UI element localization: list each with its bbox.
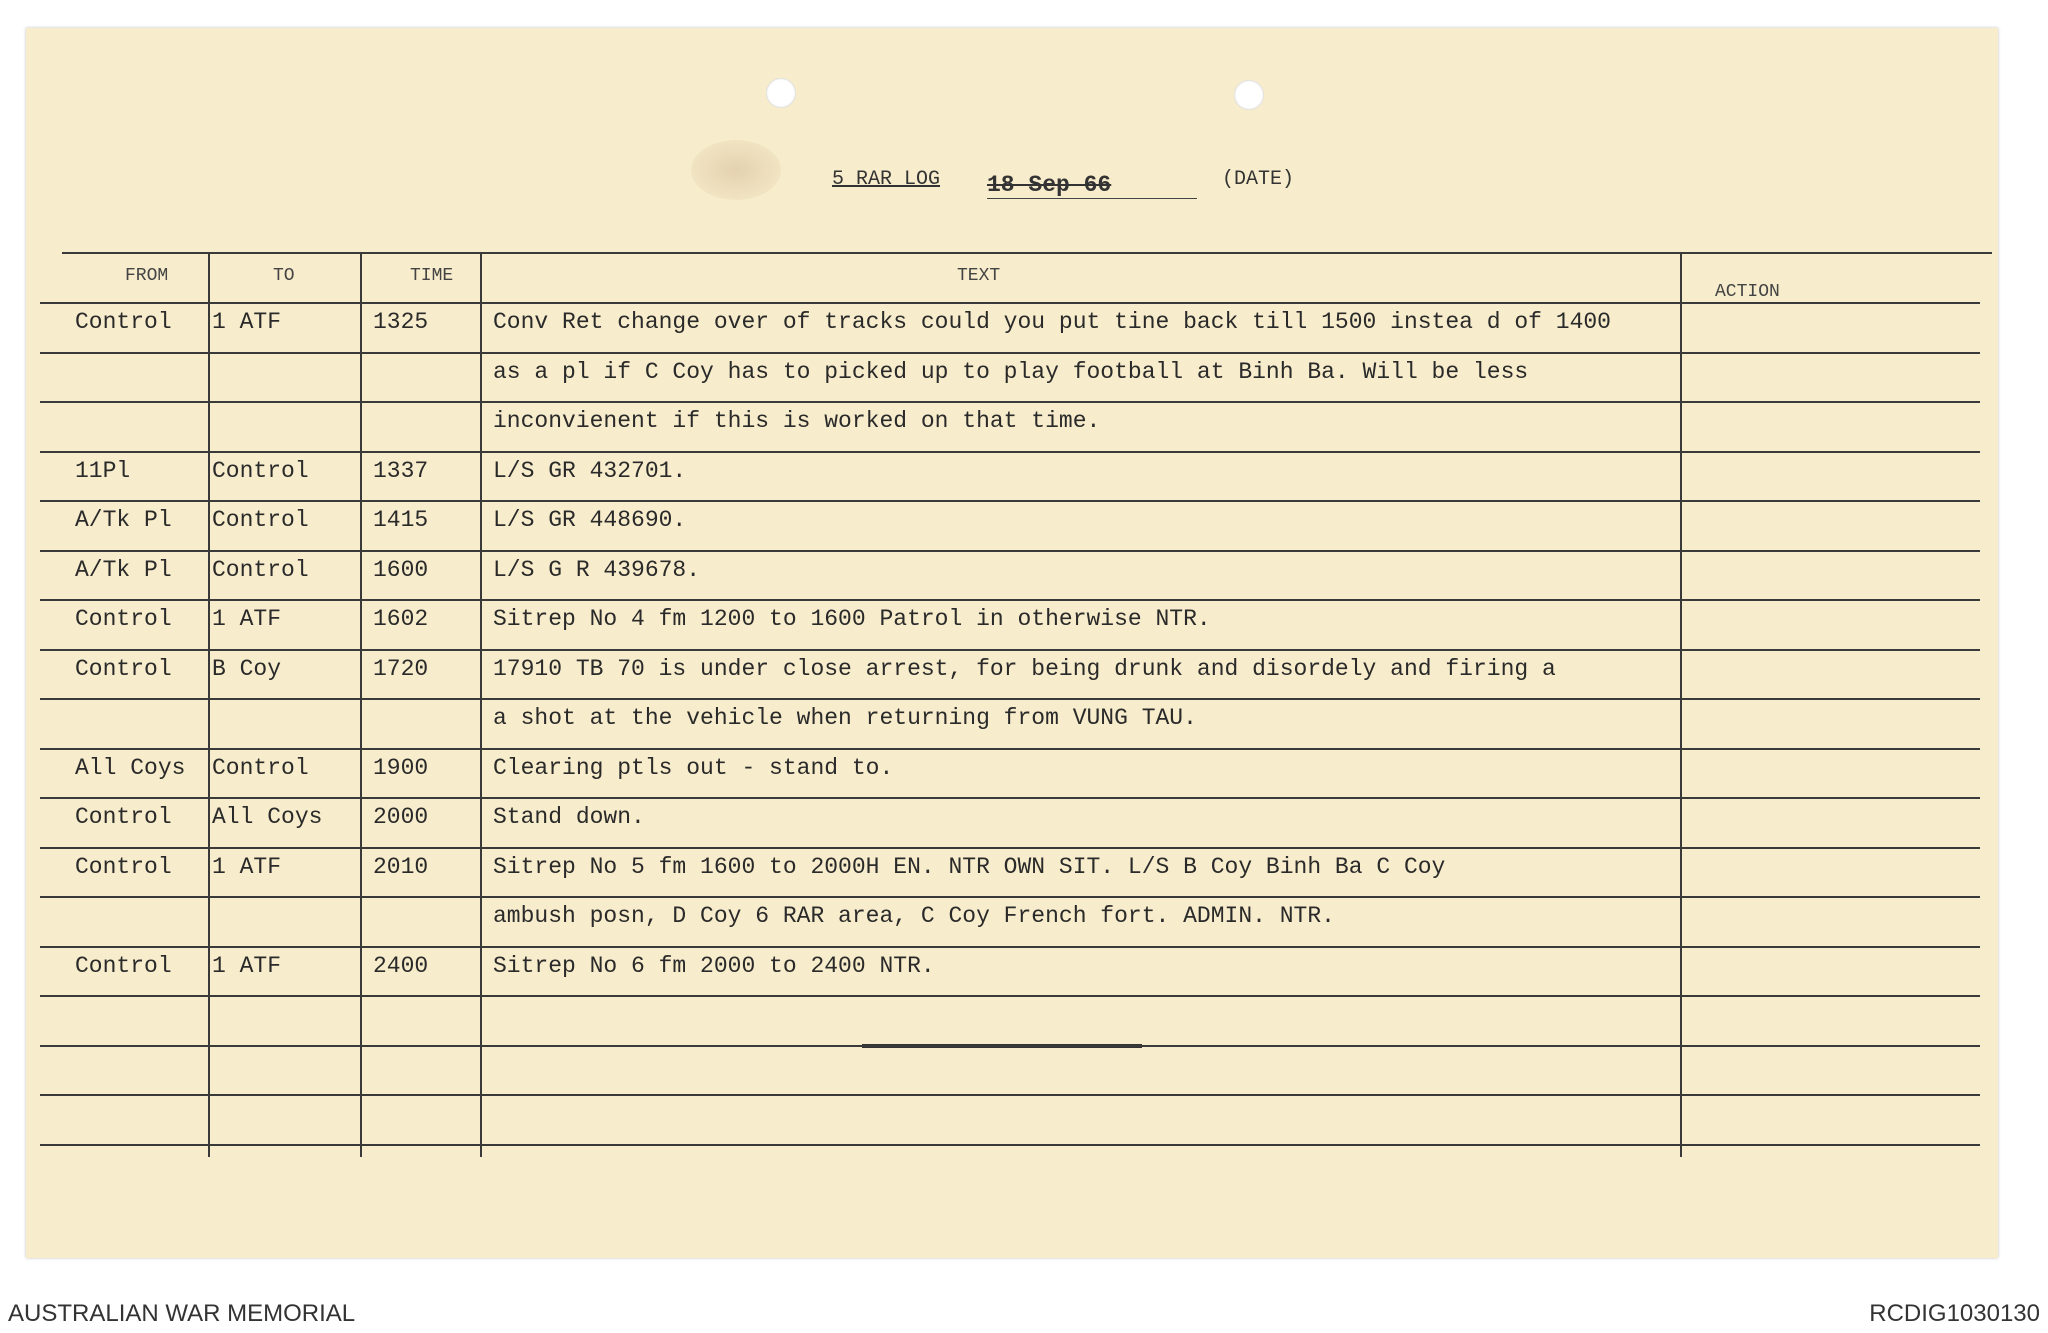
log-time-cell: 1337	[373, 457, 429, 484]
table-rule	[40, 698, 1980, 700]
table-rule	[40, 1094, 1980, 1096]
log-to-cell: 1 ATF	[212, 309, 282, 335]
log-text-cell: L/S GR 432701.	[493, 457, 687, 484]
log-from-cell: A/Tk Pl	[75, 507, 172, 533]
log-to-cell: 1 ATF	[212, 606, 282, 632]
punch-hole-left	[766, 78, 796, 108]
log-to-cell: Control	[212, 754, 309, 781]
table-rule	[40, 401, 1980, 403]
log-to-cell: All Coys	[212, 804, 323, 830]
table-rule	[40, 1144, 1980, 1146]
log-text-cell: Sitrep No 5 fm 1600 to 2000H EN. NTR OWN SIT. L/S B Coy Binh Ba C Coy	[493, 853, 1446, 880]
log-to-cell: Control	[212, 507, 309, 533]
col-head-from: FROM	[125, 266, 169, 286]
log-unit: 5 RAR LOG	[832, 168, 941, 191]
log-text-cell: L/S G R 439678.	[493, 556, 701, 583]
table-rule	[40, 451, 1980, 453]
table-rule	[40, 946, 1980, 948]
table-rule	[40, 1045, 1980, 1047]
table-rule	[40, 599, 1980, 601]
table-rule	[40, 352, 1980, 354]
log-text-cell: L/S GR 448690.	[493, 507, 687, 533]
col-head-time: TIME	[410, 266, 454, 286]
log-time-cell: 1602	[373, 606, 429, 632]
log-to-cell: 1 ATF	[212, 952, 282, 979]
column-divider	[1680, 252, 1682, 1157]
table-rule	[40, 500, 1980, 502]
column-divider	[360, 252, 362, 1157]
log-table	[40, 252, 1992, 1157]
column-divider	[480, 252, 482, 1157]
table-rule	[40, 649, 1980, 651]
log-from-cell: Control	[75, 606, 172, 632]
table-rule	[40, 748, 1980, 750]
table-rule	[40, 302, 1980, 304]
column-divider	[208, 252, 210, 1157]
log-to-cell: Control	[212, 457, 309, 484]
log-from-cell: Control	[75, 853, 172, 880]
log-text-cell: Stand down.	[493, 804, 645, 830]
log-text-cell: ambush posn, D Coy 6 RAR area, C Coy French fort. ADMIN. NTR.	[493, 903, 1335, 929]
log-to-cell: Control	[212, 556, 309, 583]
log-to-cell: B Coy	[212, 655, 282, 682]
log-from-cell: 11Pl	[75, 457, 131, 484]
log-text-cell: inconvienent if this is worked on that time.	[493, 408, 1101, 434]
log-time-cell: 1900	[373, 754, 429, 781]
footer-archive-name: AUSTRALIAN WAR MEMORIAL	[8, 1300, 356, 1327]
table-rule	[40, 797, 1980, 799]
col-head-to: TO	[273, 266, 295, 286]
log-text-cell: Clearing ptls out - stand to.	[493, 754, 894, 781]
log-text-cell: a shot at the vehicle when returning from VUNG TAU.	[493, 705, 1197, 731]
col-head-text: TEXT	[957, 266, 1001, 286]
table-rule	[40, 550, 1980, 552]
log-time-cell: 1325	[373, 309, 429, 335]
log-from-cell: Control	[75, 309, 172, 335]
log-time-cell: 2010	[373, 853, 429, 880]
table-rule	[40, 847, 1980, 849]
log-from-cell: Control	[75, 804, 172, 830]
log-time-cell: 1720	[373, 655, 429, 682]
log-from-cell: Control	[75, 952, 172, 979]
paper-stain	[691, 140, 781, 200]
date-label: (DATE)	[1222, 168, 1295, 191]
table-rule	[40, 896, 1980, 898]
log-date: 18 Sep 66	[987, 172, 1197, 199]
punch-hole-right	[1234, 80, 1264, 110]
log-text-cell: as a pl if C Coy has to picked up to play football at Binh Ba. Will be less	[493, 358, 1529, 385]
log-time-cell: 1600	[373, 556, 429, 583]
log-text-cell: Sitrep No 4 fm 1200 to 1600 Patrol in otherwise NTR.	[493, 606, 1211, 632]
table-rule	[40, 995, 1980, 997]
log-to-cell: 1 ATF	[212, 853, 282, 880]
log-text-cell: Conv Ret change over of tracks could you put tine back till 1500 instea d of 1400	[493, 309, 1611, 335]
log-time-cell: 1415	[373, 507, 429, 533]
log-text-cell: Sitrep No 6 fm 2000 to 2400 NTR.	[493, 952, 935, 979]
table-rule	[62, 252, 1992, 254]
log-from-cell: Control	[75, 655, 172, 682]
log-from-cell: All Coys	[75, 754, 186, 781]
log-from-cell: A/Tk Pl	[75, 556, 172, 583]
log-time-cell: 2000	[373, 804, 429, 830]
log-text-cell: 17910 TB 70 is under close arrest, for being drunk and disordely and firing a	[493, 655, 1556, 682]
log-time-cell: 2400	[373, 952, 429, 979]
footer-reference-id: RCDIG1030130	[1869, 1300, 2040, 1327]
col-head-action: ACTION	[1715, 282, 1780, 302]
